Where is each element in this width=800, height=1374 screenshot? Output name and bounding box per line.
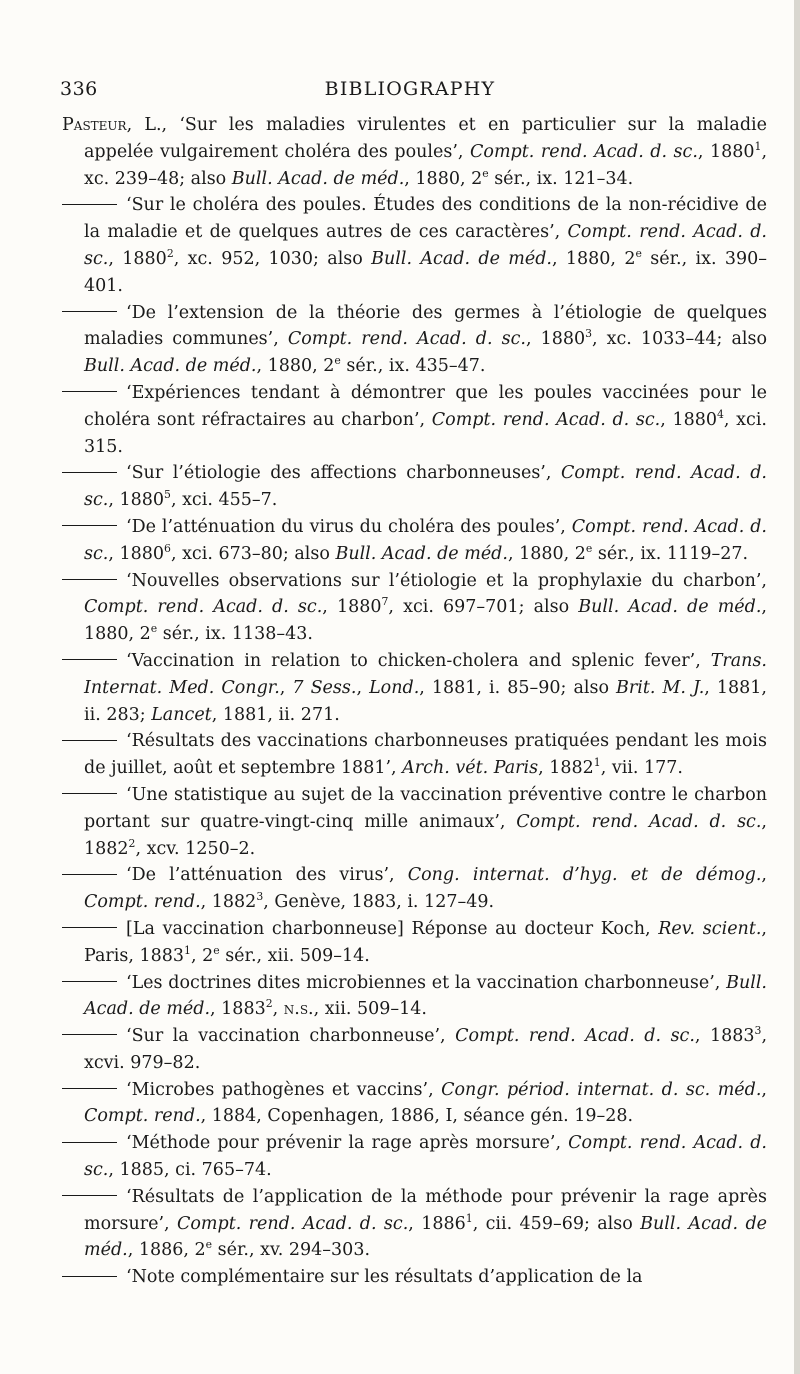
ditto-dash — [62, 204, 117, 205]
entry-text: ‘Microbes pathogènes et vaccins’, Congr. périod. internat. d. sc. méd., Compt. rend., 1884, Copenhagen, 1886, I, séance gén. 19–28. — [84, 1079, 767, 1127]
bibliography-entry — [62, 1023, 767, 1077]
entry-text: [La vaccination charbonneuse] Réponse au docteur Koch, Rev. scient., Paris, 1883$^1$, 2e sér., xii. 509–14. — [84, 918, 767, 966]
bibliography-entry — [62, 728, 767, 782]
entry-text: ‘Note complémentaire sur les résultats d’application de la — [126, 1267, 643, 1288]
entry-text: ‘De l’atténuation du virus du choléra des poules’, Compt. rend. Acad. d. sc., 1880$^6$, xci. 673–80; also Bull. Acad. de méd., 1880, 2e sér., ix. 1119–27. — [84, 516, 767, 564]
bibliography-entry — [62, 514, 767, 568]
bibliography-entry — [62, 862, 767, 916]
bibliography-entry — [62, 568, 767, 648]
entry-text: ‘Expériences tendant à démontrer que les poules vaccinées pour le choléra sont réfractaires au charbon’, Compt. rend. Acad. d. sc., 1880$^4$, xci. 315. — [84, 382, 767, 457]
ditto-dash — [62, 740, 117, 741]
entry-text: ‘Sur l’étiologie des affections charbonneuses’, Compt. rend. Acad. d. sc., 1880$^5$, xci. 455–7. — [84, 463, 767, 511]
bibliography-entry — [62, 1077, 767, 1131]
ditto-dash — [62, 981, 117, 982]
bibliography-entry — [62, 1184, 767, 1264]
entry-text: ‘Sur le choléra des poules. Études des conditions de la non-récidive de la maladie et de quelques autres de ces caractères’, Compt. rend. Acad. d. sc., 1880$^2$, xc. 952, 1030; also Bull. Acad. de méd., 1880, 2e sér., ix. 390–401. — [84, 195, 767, 296]
ditto-dash — [62, 927, 117, 928]
page-number: 336 — [60, 78, 98, 100]
bibliography-entry — [62, 970, 767, 1024]
bibliography-entry — [62, 460, 767, 514]
entry-text: ‘De l’atténuation des virus’, Cong. internat. d’hyg. et de démog., Compt. rend., 1882$^3$, Genève, 1883, i. 127–49. — [84, 865, 767, 913]
entry-text: ‘Résultats des vaccinations charbonneuses pratiquées pendant les mois de juillet, août et septembre 1881’, Arch. vét. Paris, 1882$^1$, vii. 177. — [84, 731, 767, 779]
ditto-dash — [62, 1195, 117, 1196]
bibliography-entry — [62, 1264, 767, 1291]
page-edge — [794, 0, 800, 1374]
page-header — [60, 78, 760, 108]
ditto-dash — [62, 1034, 117, 1035]
bibliography-list — [62, 112, 767, 1291]
entry-text: ‘De l’extension de la théorie des germes à l’étiologie de quelques maladies communes’, Compt. rend. Acad. d. sc., 1880$^3$, xc. 1033–44; also Bull. Acad. de méd., 1880, 2e sér., ix. 435–47. — [84, 302, 767, 377]
entry-text: ‘Les doctrines dites microbiennes et la vaccination charbonneuse’, Bull. Acad. de méd., 1883$^2$, n.s., xii. 509–14. — [84, 972, 767, 1020]
ditto-dash — [62, 391, 117, 392]
running-head: BIBLIOGRAPHY — [324, 78, 496, 100]
bibliography-entry — [62, 1130, 767, 1184]
entry-text: ‘Méthode pour prévenir la rage après morsure’, Compt. rend. Acad. d. sc., 1885, ci. 765–74. — [84, 1133, 767, 1181]
entry-text: ‘Sur les maladies virulentes et en particulier sur la maladie appelée vulgairement choléra des poules’, Compt. rend. Acad. d. sc., 1880$^1$, xc. 239–48; also Bull. Acad. de méd., 1880, 2e sér., ix. 121–34. — [84, 115, 768, 189]
bibliography-entry — [62, 300, 767, 380]
bibliography-entry — [62, 112, 767, 192]
ditto-dash — [62, 793, 117, 794]
ditto-dash — [62, 579, 117, 580]
entry-text: ‘Vaccination in relation to chicken-cholera and splenic fever’, Trans. Internat. Med. Congr., 7 Sess., Lond., 1881, i. 85–90; also Brit. M. J., 1881, ii. 283; Lancet, 1881, ii. 271. — [84, 650, 767, 725]
bibliography-entry — [62, 782, 767, 862]
bibliography-entry — [62, 192, 767, 299]
entry-author: Pasteur, L., — [62, 115, 168, 135]
ditto-dash — [62, 659, 117, 660]
ditto-dash — [62, 874, 117, 875]
ditto-dash — [62, 525, 117, 526]
entry-text: ‘Résultats de l’application de la méthode pour prévenir la rage après morsure’, Compt. rend. Acad. d. sc., 1886$^1$, cii. 459–69; also Bull. Acad. de méd., 1886, 2e sér., xv. 294–303. — [84, 1186, 768, 1261]
ditto-dash — [62, 1276, 117, 1277]
entry-text: ‘Sur la vaccination charbonneuse’, Compt. rend. Acad. d. sc., 1883$^3$, xcvi. 979–82. — [84, 1024, 768, 1073]
ditto-dash — [62, 311, 117, 312]
entry-text: ‘Une statistique au sujet de la vaccination préventive contre le charbon portant sur quatre-vingt-cinq mille animaux’, Compt. rend. Acad. d. sc., 1882$^2$, xcv. 1250–2. — [84, 784, 767, 859]
bibliography-entry — [62, 916, 767, 970]
ditto-dash — [62, 472, 117, 473]
ditto-dash — [62, 1142, 117, 1143]
ditto-dash — [62, 1088, 117, 1089]
bibliography-entry — [62, 380, 767, 460]
entry-text: ‘Nouvelles observations sur l’étiologie et la prophylaxie du charbon’, Compt. rend. Acad. d. sc., 1880$^7$, xci. 697–701; also Bull. Acad. de méd., 1880, 2e sér., ix. 1138–43. — [84, 570, 767, 645]
bibliography-entry — [62, 648, 767, 728]
